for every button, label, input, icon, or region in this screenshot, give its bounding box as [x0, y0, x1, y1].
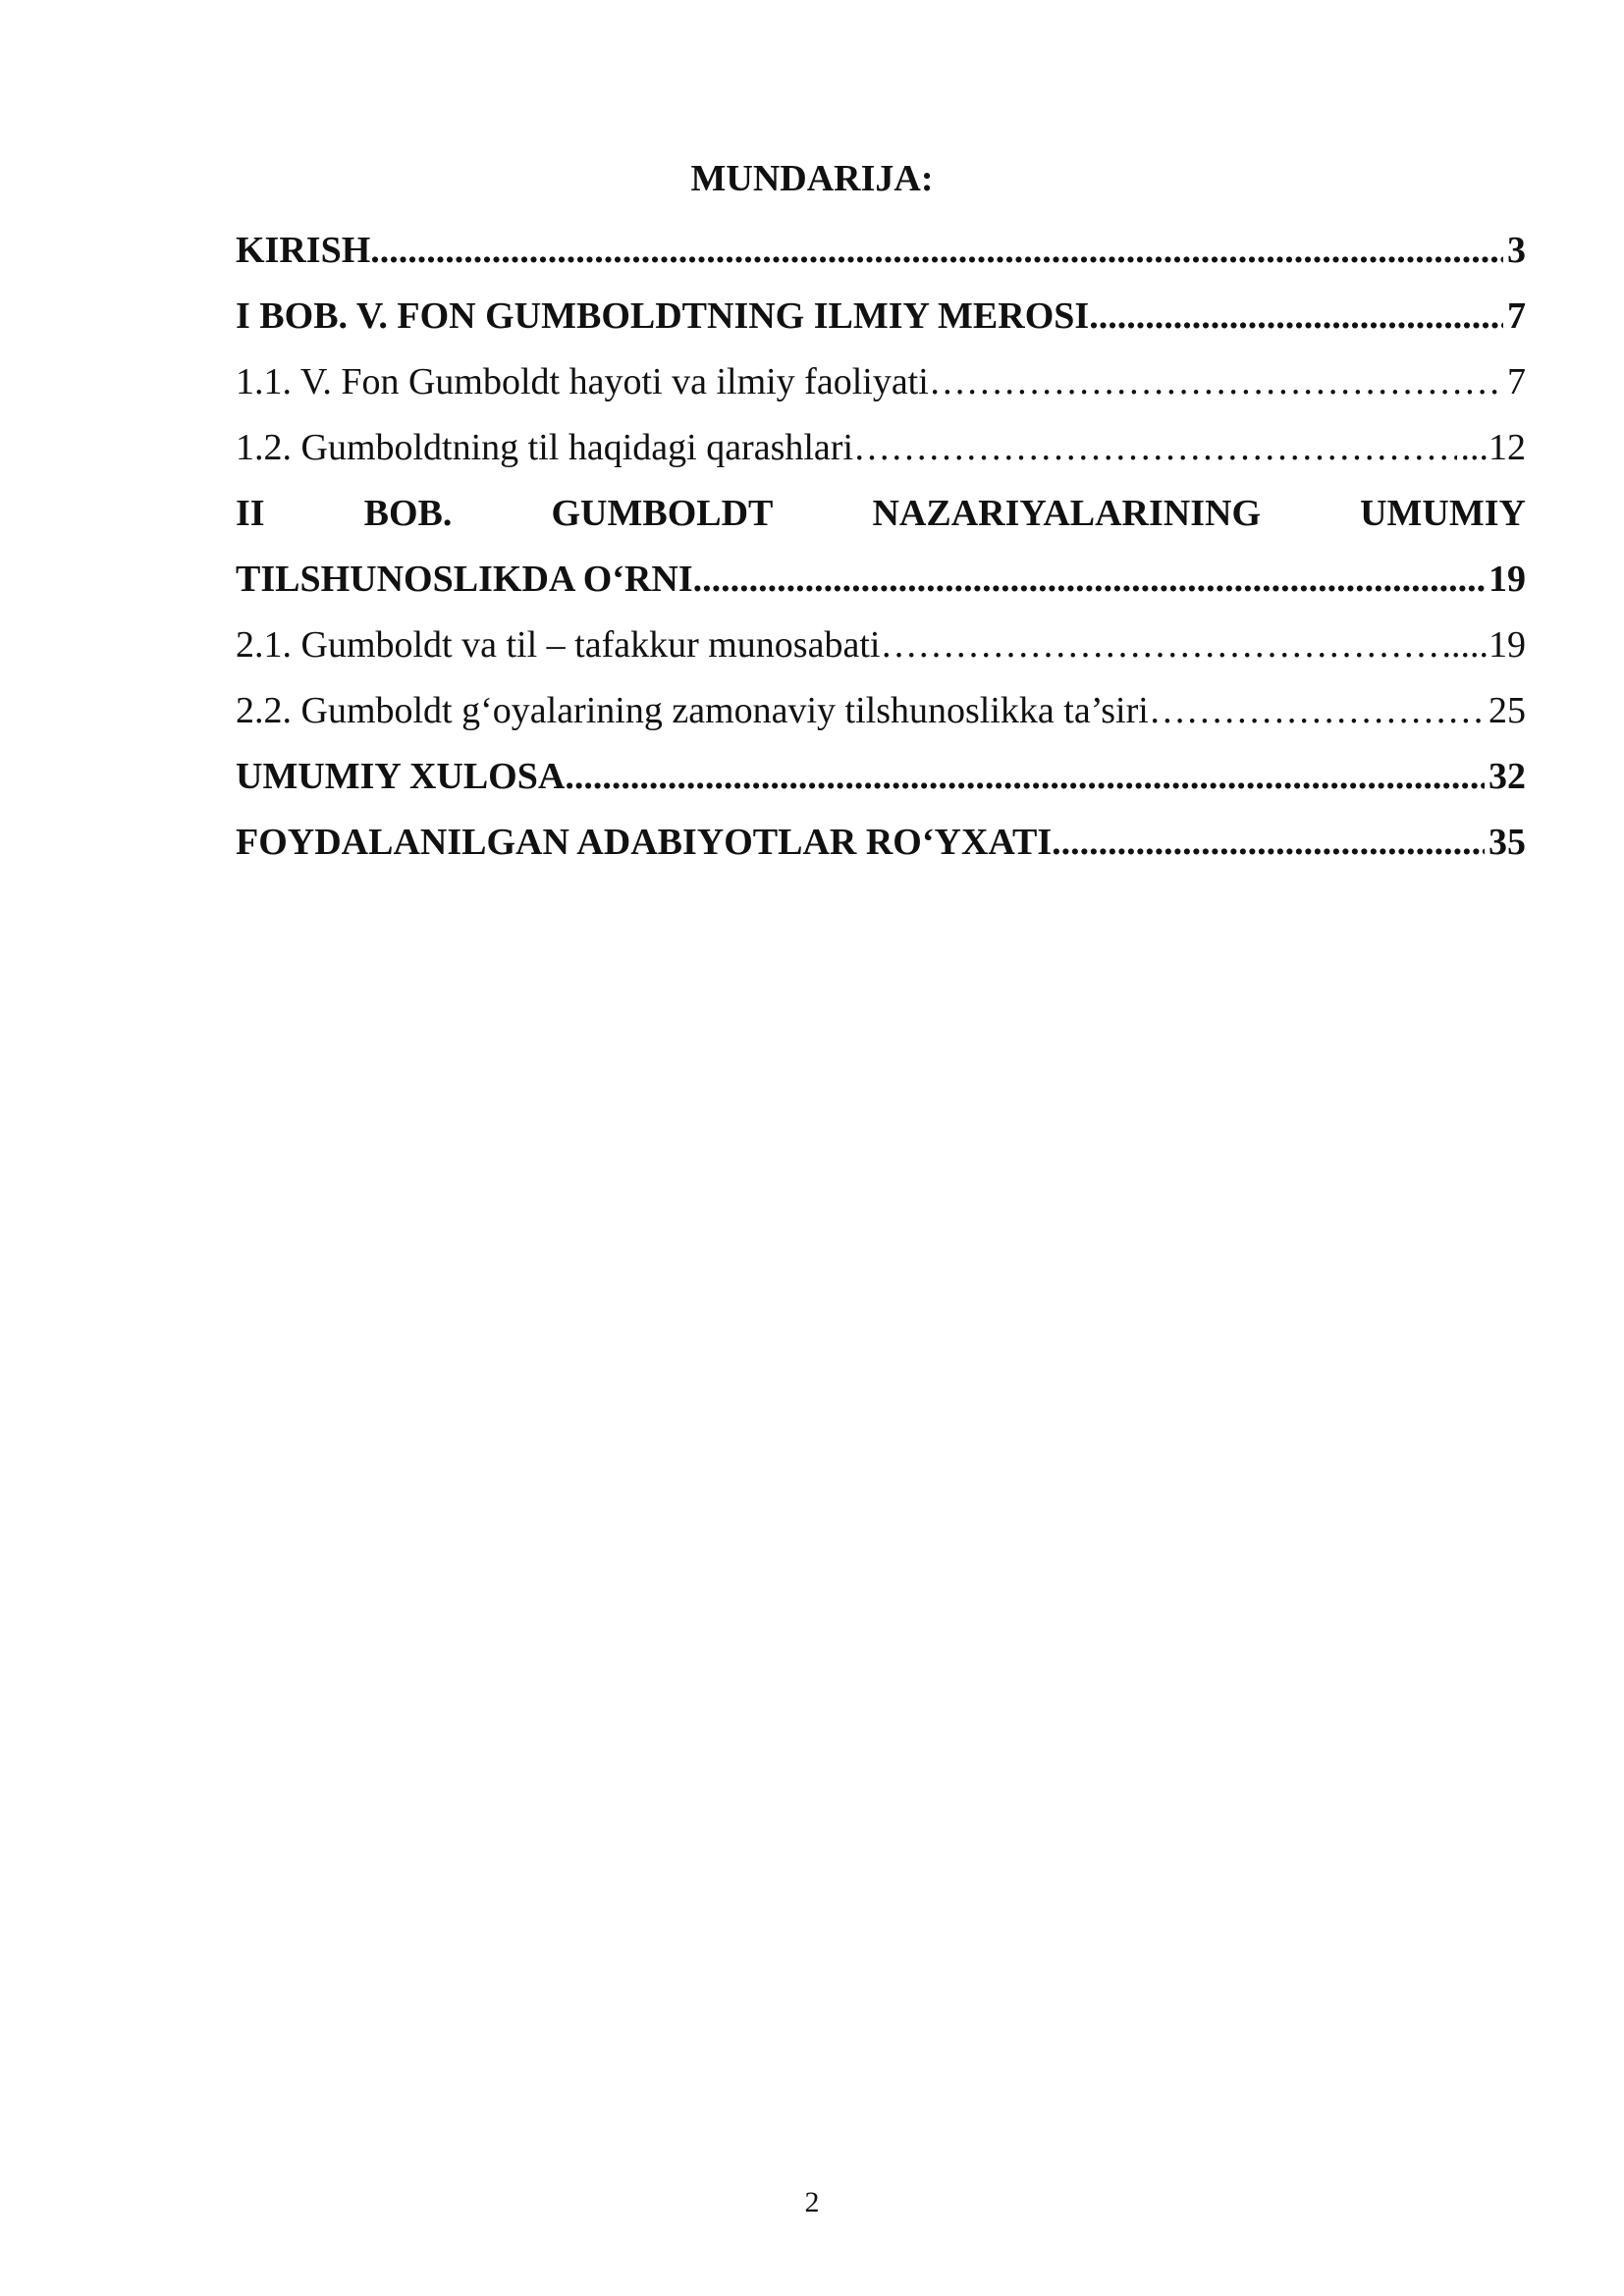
toc-dot-leader	[693, 547, 1485, 613]
toc-entry-page: 3	[1507, 230, 1526, 271]
toc-entry-chapter-2-heading[interactable]	[236, 481, 1526, 547]
toc-dot-leader	[565, 744, 1485, 810]
toc-entry-page: 19	[1489, 559, 1526, 600]
chapter-2-word: NAZARIYALARINING	[872, 493, 1262, 534]
page-number: 2	[804, 2186, 820, 2218]
toc-dot-leader	[370, 218, 1503, 284]
toc-entry-label: TILSHUNOSLIKDA O‘RNI	[236, 559, 693, 600]
toc-entry-kirish[interactable]	[236, 218, 1526, 284]
toc-entry-section-1-1[interactable]	[236, 349, 1526, 415]
toc-entry-label: FOYDALANILGAN ADABIYOTLAR RO‘YXATI	[236, 822, 1053, 863]
toc-entry-label: UMUMIY XULOSA	[236, 756, 566, 797]
page-title: MUNDARIJA:	[690, 158, 934, 199]
chapter-2-word: GUMBOLDT	[551, 493, 774, 534]
toc-entry-references[interactable]	[236, 810, 1526, 876]
toc-entry-page: ...12	[1460, 427, 1526, 468]
chapter-2-word: II	[236, 493, 265, 534]
toc-entry-page: 35	[1489, 822, 1526, 863]
toc-dot-leader	[1089, 284, 1503, 349]
toc-dot-leader	[880, 613, 1437, 678]
table-of-contents	[236, 218, 1526, 876]
toc-entry-page: 25	[1489, 690, 1526, 731]
toc-entry-page: .....19	[1441, 624, 1526, 666]
toc-dot-leader	[1149, 678, 1485, 744]
toc-entry-chapter-2[interactable]	[236, 547, 1526, 613]
toc-entry-label: 2.2. Gumboldt g‘oyalarining zamonaviy tilshunoslikka ta’siri	[236, 690, 1149, 731]
toc-entry-section-2-2[interactable]	[236, 678, 1526, 744]
toc-entry-chapter-1[interactable]	[236, 284, 1526, 349]
toc-entry-label: I BOB. V. FON GUMBOLDTNING ILMIY MEROSI	[236, 295, 1090, 337]
toc-entry-section-2-1[interactable]	[236, 613, 1526, 678]
chapter-2-word: UMUMIY	[1360, 493, 1526, 534]
toc-entry-label: 1.2. Gumboldtning til haqidagi qarashlari	[236, 427, 854, 468]
toc-dot-leader	[1052, 810, 1485, 876]
chapter-2-word: BOB.	[363, 493, 453, 534]
toc-entry-label: 2.1. Gumboldt va til – tafakkur munosabati	[236, 624, 881, 666]
toc-entry-page: 7	[1507, 295, 1526, 337]
toc-entry-label: 1.1. V. Fon Gumboldt hayoti va ilmiy faoliyati	[236, 361, 929, 402]
toc-entry-conclusion[interactable]	[236, 744, 1526, 810]
toc-entry-section-1-2[interactable]	[236, 415, 1526, 481]
toc-entry-page: 32	[1489, 756, 1526, 797]
toc-entry-label: KIRISH	[236, 230, 371, 271]
toc-dot-leader	[853, 415, 1456, 481]
toc-entry-page: 7	[1507, 361, 1526, 402]
toc-dot-leader	[929, 349, 1503, 415]
